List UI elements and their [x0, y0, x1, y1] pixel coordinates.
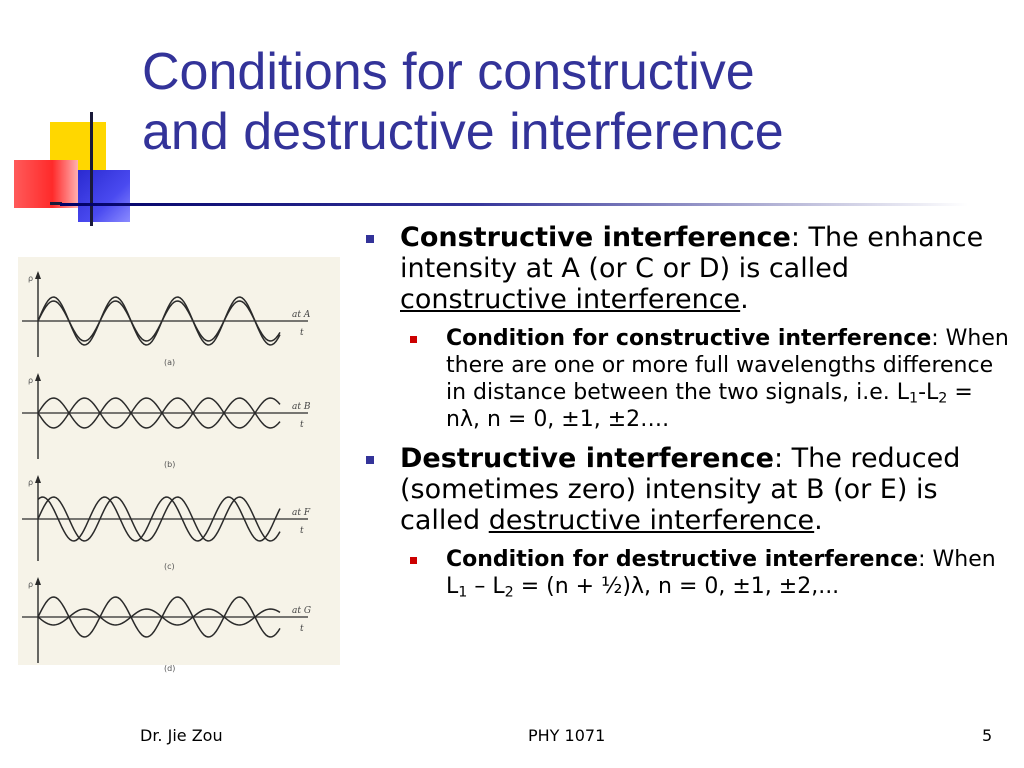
panel-caption: (a)	[164, 358, 176, 367]
constructive-condition-text: : When there are one or more full wavelengths difference in distance between the two signals, i.e. L	[446, 326, 1009, 405]
y-axis-label: ρ	[28, 478, 34, 487]
time-label: t	[300, 526, 304, 536]
constructive-condition-formula: = nλ, n = 0, ±1, ±2….	[446, 380, 973, 432]
time-label: t	[300, 328, 304, 338]
y-axis-arrow	[35, 373, 41, 381]
destructive-condition-dash: – L	[467, 574, 505, 599]
sub-bullet-square-icon	[410, 557, 417, 564]
footer-page-number: 5	[982, 726, 993, 745]
point-label: at B	[292, 402, 311, 412]
time-label: t	[300, 624, 304, 634]
y-axis-label: ρ	[28, 274, 34, 283]
panel-caption: (d)	[164, 664, 176, 673]
y-axis-label: ρ	[28, 376, 34, 385]
title-divider	[60, 203, 968, 206]
bullet-square-icon	[366, 235, 374, 243]
slide-content	[360, 222, 1010, 610]
constructive-condition-dash: -L	[918, 380, 939, 405]
y-axis-arrow	[35, 271, 41, 279]
constructive-text: : The enhance intensity at A (or C or D) is called	[400, 222, 984, 284]
destructive-end: .	[814, 505, 823, 536]
panel-caption: (b)	[164, 460, 176, 469]
destructive-text: : The reduced (sometimes zero) intensity at B (or E) is called	[400, 443, 961, 536]
vertical-line-decoration	[90, 112, 93, 226]
footer-course: PHY 1071	[528, 726, 606, 745]
sub-bullet-square-icon	[410, 336, 417, 343]
destructive-condition-text: When L	[446, 547, 996, 599]
panel-caption: (c)	[164, 562, 175, 571]
blue-square-decoration	[78, 170, 130, 222]
y-axis-label: ρ	[28, 580, 34, 589]
y-axis-arrow	[35, 577, 41, 585]
interference-waves-image	[18, 257, 340, 673]
destructive-condition-formula: = (n + ½)λ, n = 0, ±1, ±2,...	[513, 574, 840, 599]
destructive-condition-colon: :	[918, 547, 926, 572]
footer-author: Dr. Jie Zou	[140, 726, 223, 745]
destructive-link: destructive interference	[488, 505, 815, 536]
constructive-condition-term: Condition for constructive interference	[446, 326, 932, 351]
slide-title-line-2: and destructive interference	[142, 103, 784, 161]
sub-bullet-destructive-condition	[400, 546, 1010, 600]
constructive-term: Constructive interference	[400, 222, 791, 253]
bullet-square-icon	[366, 456, 374, 464]
bullet-constructive	[360, 222, 1010, 315]
interference-figure	[18, 257, 340, 673]
time-label: t	[300, 420, 304, 430]
sub-bullet-constructive-condition	[400, 325, 1010, 433]
slide-title-line-1: Conditions for constructive	[142, 43, 755, 101]
point-label: at F	[292, 508, 311, 518]
subscript-1: 1	[908, 390, 919, 407]
slide-title	[142, 42, 1002, 162]
destructive-term: Destructive interference	[400, 443, 774, 474]
subscript-1: 1	[458, 584, 468, 601]
red-square-decoration	[14, 160, 78, 208]
point-label: at G	[292, 606, 312, 616]
constructive-link: constructive interference	[400, 284, 741, 315]
constructive-end: .	[740, 284, 749, 315]
bullet-destructive	[360, 443, 1010, 536]
destructive-condition-term: Condition for destructive interference	[446, 547, 919, 572]
subscript-2: 2	[504, 584, 514, 601]
y-axis-arrow	[35, 475, 41, 483]
subscript-2: 2	[938, 390, 948, 407]
point-label: at A	[292, 310, 311, 320]
